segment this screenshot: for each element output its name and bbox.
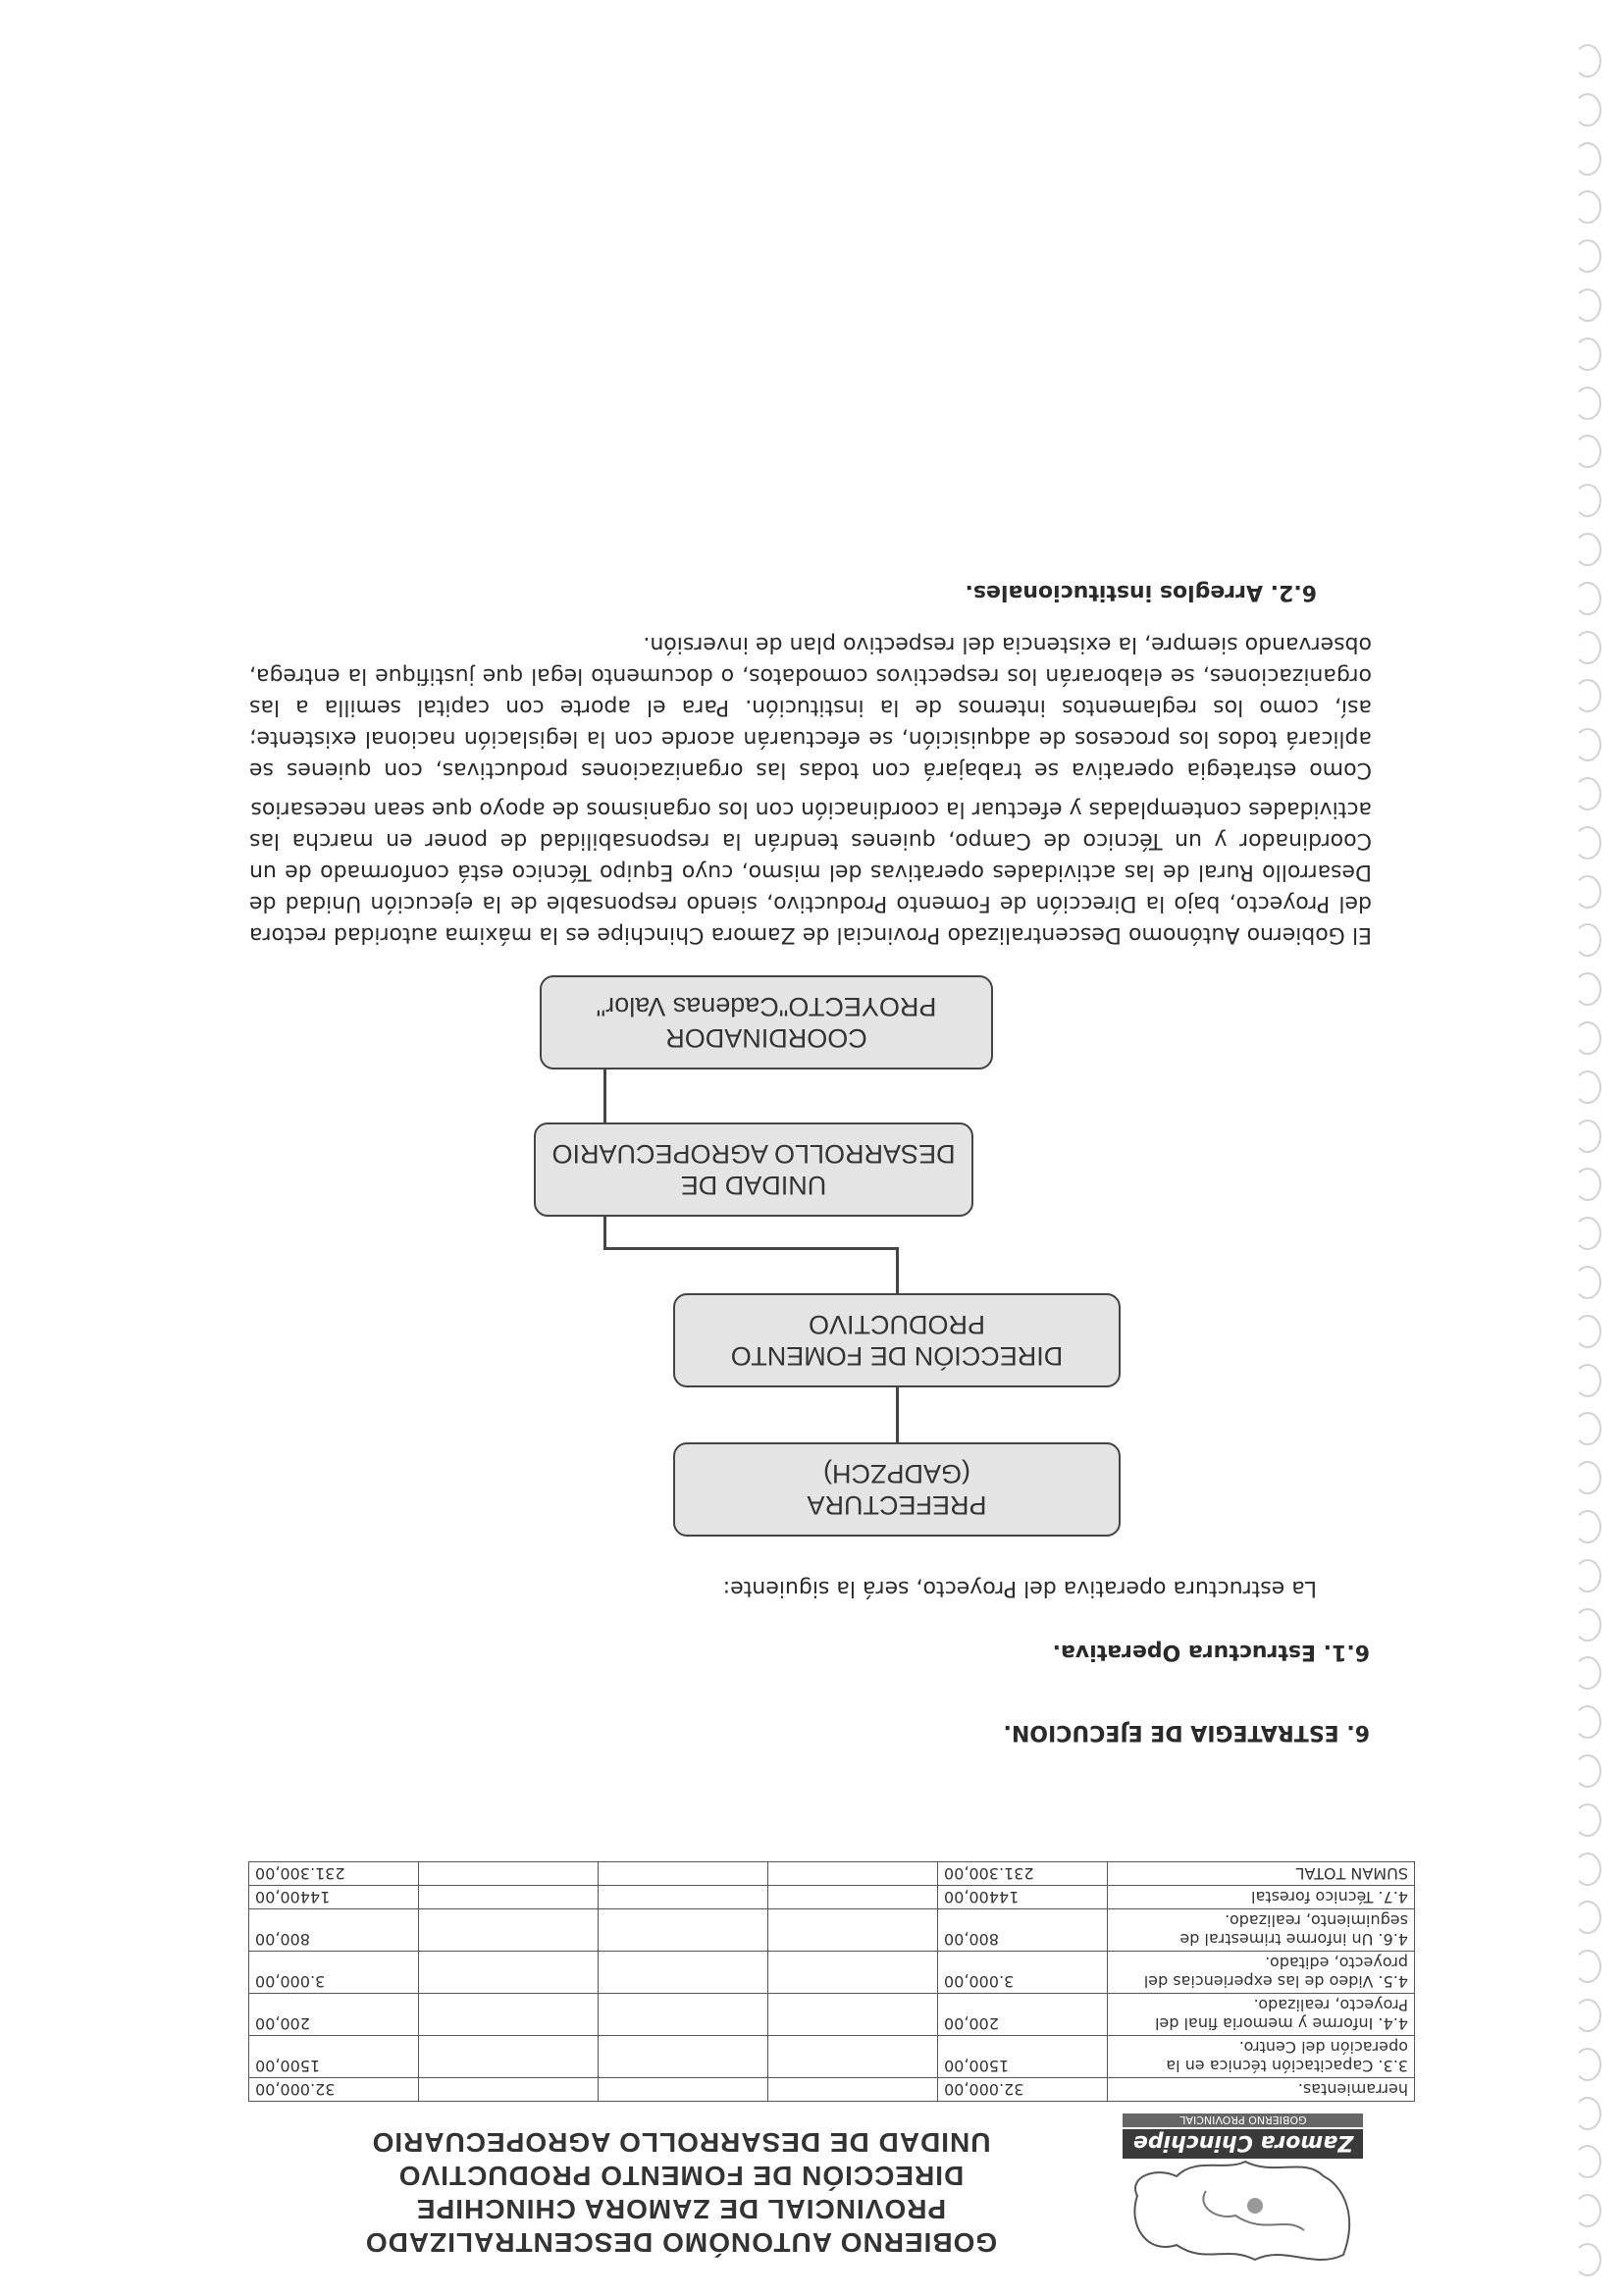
binder-hole: [1574, 2097, 1601, 2130]
empty-cell: [419, 2036, 599, 2078]
row-label: 4.4. Informe y memoria final del Proyecto, realizado.: [1108, 1994, 1415, 2036]
row-value: 14400,00: [938, 1886, 1108, 1909]
header-line-3: DIRECCIÓN DE FOMENTO PRODUCTIVO: [397, 2161, 965, 2191]
table-total-row: [249, 1862, 1415, 1886]
binder-hole: [1574, 1803, 1601, 1837]
binder-hole: [1574, 1461, 1601, 1494]
binder-hole: [1574, 777, 1601, 810]
binder-hole: [1574, 1168, 1601, 1201]
header-line-2: PROVINCIAL DE ZAMORA CHINCHIPE: [415, 2194, 947, 2224]
row-total: 200,00: [249, 1994, 419, 2036]
row-total: 800,00: [249, 1909, 419, 1952]
row-value: 200,00: [938, 1994, 1108, 2036]
empty-cell: [599, 1909, 768, 1952]
empty-cell: [599, 1886, 768, 1909]
binder-hole: [1574, 826, 1601, 860]
binder-hole: [1574, 1754, 1601, 1788]
empty-cell: [599, 2078, 768, 2102]
header-line-4: UNIDAD DE DESARROLLO AGROPECUARIO: [371, 2127, 991, 2158]
binder-hole: [1574, 728, 1601, 761]
empty-cell: [768, 1862, 938, 1886]
section-6-1-intro: La estructura operativa del Proyecto, será la siguiente:: [722, 1576, 1317, 1600]
org-connector: [603, 1217, 606, 1250]
binder-hole: [1574, 484, 1601, 517]
table-row: [249, 1909, 1415, 1952]
binder-hole: [1574, 1266, 1601, 1299]
table-row: [249, 1952, 1415, 1994]
binder-hole: [1574, 288, 1601, 322]
empty-cell: [419, 2078, 599, 2102]
section-6-1-title: 6.1. Estructura Operativa.: [1052, 1640, 1370, 1664]
zamora-chinchipe-logo: [1108, 2108, 1373, 2274]
org-node-line: COORDINADOR: [665, 1023, 867, 1053]
org-node-line: PREFECTURA: [807, 1490, 987, 1520]
empty-cell: [599, 1862, 768, 1886]
paragraph-authority: El Gobierno Autónomo Descentralizado Provincial de Zamora Chinchipe es la máxima autoridad rectora del Proyecto, bajo la Dirección de Fomento Productivo, siendo responsable de la ejecución Unidad de Desarrollo Rural de las actividades operativas del mismo, cuyo Equipo Técnico está conformado de un Coordinador y un Técnico de Campo, quienes tendrán la responsabilidad de poner en marcha las actividades contempladas y efectuar la coordinación con los organismos de apoyo que sean necesarios: [249, 797, 1372, 947]
binder-hole: [1574, 239, 1601, 273]
row-value: 800,00: [938, 1909, 1108, 1952]
binder-hole: [1574, 93, 1601, 127]
svg-text:Zamora Chinchipe: Zamora Chinchipe: [1132, 2130, 1354, 2155]
binder-hole: [1574, 338, 1601, 371]
empty-cell: [419, 1862, 599, 1886]
budget-table: [248, 1861, 1415, 2102]
total-sum: 231.300,00: [249, 1862, 419, 1886]
paragraph-strategy: Como estrategia operativa se trabajará con todas las organizaciones productivas, con quienes se aplicará todos los procesos de adquisición, se efectuarán acorde con la legislación nacional existente; así, como los reglamentos internos de la institución. Para el aporte con capital semilla a las organizaciones, se elaborarán los respectivos comodatos, o documento legal que justifique la entrega, observando siempre, la existencia del respectivo plan de inversión.: [249, 632, 1372, 782]
empty-cell: [768, 1909, 938, 1952]
org-node-unidad-desarrollo: [534, 1122, 973, 1217]
row-value: 32.000,00: [938, 2078, 1108, 2102]
binder-hole: [1574, 1950, 1601, 1983]
empty-cell: [599, 1952, 768, 1994]
org-connector: [896, 1387, 899, 1442]
binder-hole: [1574, 1705, 1601, 1739]
binder-hole: [1574, 2048, 1601, 2081]
table-row: [249, 1994, 1415, 2036]
binder-hole: [1574, 1656, 1601, 1690]
binder-hole: [1574, 2194, 1601, 2227]
empty-cell: [768, 1994, 938, 2036]
binder-hole: [1574, 1852, 1601, 1886]
binder-holes: [1562, 20, 1601, 2276]
row-value: 3.000,00: [938, 1952, 1108, 1994]
section-6-2-title: 6.2. Arreglos institucionales.: [965, 580, 1317, 604]
row-total: 14400,00: [249, 1886, 419, 1909]
section-6-title: 6. ESTRATEGIA DE EJECUCION.: [1003, 1720, 1370, 1745]
binder-hole: [1574, 1217, 1601, 1250]
binder-hole: [1574, 875, 1601, 909]
org-node-line: UNIDAD DE: [680, 1171, 827, 1200]
row-label: 4.7. Técnico forestal: [1108, 1886, 1415, 1909]
binder-hole: [1574, 1021, 1601, 1055]
binder-hole: [1574, 1070, 1601, 1104]
empty-cell: [419, 1886, 599, 1909]
empty-cell: [768, 1952, 938, 1994]
org-connector: [896, 1250, 899, 1293]
binder-hole: [1574, 1315, 1601, 1348]
empty-cell: [768, 1886, 938, 1909]
empty-cell: [768, 2036, 938, 2078]
total-label: SUMAN TOTAL: [1108, 1862, 1415, 1886]
government-header: [328, 2125, 1034, 2259]
binder-hole: [1574, 972, 1601, 1006]
row-label: 3.3. Capacitación técnica en la operación del Centro.: [1108, 2036, 1415, 2078]
binder-hole: [1574, 2243, 1601, 2276]
org-node-direccion-fomento: [673, 1293, 1121, 1387]
binder-hole: [1574, 1364, 1601, 1397]
binder-hole: [1574, 435, 1601, 468]
row-label: herramientas.: [1108, 2078, 1415, 2102]
binder-hole: [1574, 1559, 1601, 1592]
header-line-1: GOBIERNO AUTONÓMO DESCENTRALIZADO: [364, 2227, 998, 2258]
svg-text:GOBIERNO PROVINCIAL: GOBIERNO PROVINCIAL: [1179, 2113, 1307, 2126]
table-row: [249, 1886, 1415, 1909]
binder-hole: [1574, 1510, 1601, 1543]
table-row: [249, 2078, 1415, 2102]
org-connector: [603, 1070, 606, 1122]
empty-cell: [419, 1994, 599, 2036]
org-node-coordinador: [540, 975, 993, 1070]
empty-cell: [768, 2078, 938, 2102]
binder-hole: [1574, 923, 1601, 957]
row-label: 4.6. Un informe trimestral de seguimiento, realizado.: [1108, 1909, 1415, 1952]
org-connector: [604, 1247, 899, 1250]
empty-cell: [599, 2036, 768, 2078]
binder-hole: [1574, 1901, 1601, 1934]
row-label: 4.5. Video de las experiencias del proyecto, editado.: [1108, 1952, 1415, 1994]
binder-hole: [1574, 142, 1601, 176]
org-node-line: (GADPZCH): [823, 1459, 970, 1488]
binder-hole: [1574, 44, 1601, 78]
binder-hole: [1574, 1999, 1601, 2032]
org-node-line: DIRECCIÓN DE FOMENTO: [730, 1341, 1064, 1371]
empty-cell: [419, 1909, 599, 1952]
org-node-line: PRODUCTIVO: [809, 1310, 986, 1339]
row-total: 1500,00: [249, 2036, 419, 2078]
binder-hole: [1574, 387, 1601, 420]
binder-hole: [1574, 1412, 1601, 1445]
empty-cell: [599, 1994, 768, 2036]
binder-hole: [1574, 2145, 1601, 2178]
empty-cell: [419, 1952, 599, 1994]
org-node-line: PROYECTO"Cadenas Valor": [596, 992, 937, 1021]
binder-hole: [1574, 1120, 1601, 1153]
binder-hole: [1574, 533, 1601, 566]
binder-hole: [1574, 582, 1601, 615]
binder-hole: [1574, 631, 1601, 664]
binder-hole: [1574, 1608, 1601, 1642]
table-row: [249, 2036, 1415, 2078]
binder-hole: [1574, 679, 1601, 712]
org-node-line: DESARROLLO AGROPECUARIO: [551, 1139, 956, 1169]
row-total: 3.000,00: [249, 1952, 419, 1994]
org-node-prefectura: [673, 1442, 1121, 1537]
row-value: 1500,00: [938, 2036, 1108, 2078]
row-total: 32.000,00: [249, 2078, 419, 2102]
binder-hole: [1574, 190, 1601, 224]
total-value: 231.300,00: [938, 1862, 1108, 1886]
